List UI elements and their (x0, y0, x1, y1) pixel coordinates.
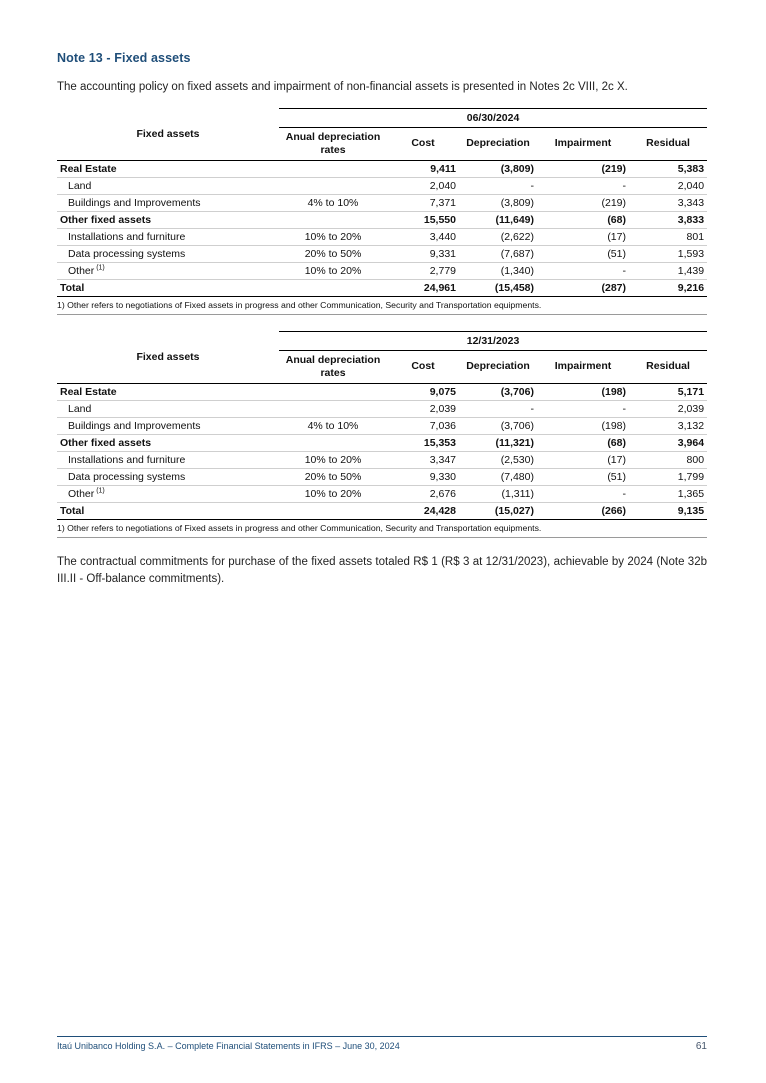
table-row (57, 177, 707, 194)
row-label: Installations and furniture (57, 228, 279, 245)
table-row (57, 228, 707, 245)
residual-cell: 3,132 (629, 418, 707, 435)
row-label: Real Estate (57, 160, 279, 177)
impairment-cell: (198) (537, 418, 629, 435)
row-label: Land (57, 401, 279, 418)
cost-cell: 24,428 (387, 503, 459, 520)
rate-cell (279, 503, 387, 520)
table-row (57, 384, 707, 401)
rate-cell: 10% to 20% (279, 452, 387, 469)
depreciation-cell: (1,340) (459, 262, 537, 279)
impairment-cell: - (537, 177, 629, 194)
depreciation-cell: - (459, 177, 537, 194)
rate-cell (279, 279, 387, 296)
column-header-residual: Residual (629, 127, 707, 160)
row-label: Buildings and Improvements (57, 194, 279, 211)
footnote-ref: (1) (94, 487, 105, 495)
cost-cell: 9,075 (387, 384, 459, 401)
table-section-06-30-2024 (57, 108, 707, 315)
depreciation-cell: (3,809) (459, 160, 537, 177)
cost-cell: 3,347 (387, 452, 459, 469)
depreciation-cell: (7,687) (459, 245, 537, 262)
rate-cell: 20% to 50% (279, 245, 387, 262)
impairment-cell: (287) (537, 279, 629, 296)
cost-cell: 2,779 (387, 262, 459, 279)
cost-cell: 9,411 (387, 160, 459, 177)
table-body (57, 384, 707, 520)
column-header-depreciation: Depreciation (459, 350, 537, 383)
cost-cell: 24,961 (387, 279, 459, 296)
impairment-cell: (219) (537, 194, 629, 211)
depreciation-cell: (2,622) (459, 228, 537, 245)
column-header-residual: Residual (629, 350, 707, 383)
rate-cell: 10% to 20% (279, 262, 387, 279)
rate-cell: 4% to 10% (279, 194, 387, 211)
impairment-cell: (68) (537, 435, 629, 452)
depreciation-cell: (3,706) (459, 418, 537, 435)
residual-cell: 2,040 (629, 177, 707, 194)
table-row (57, 435, 707, 452)
table-row (57, 194, 707, 211)
impairment-cell: (51) (537, 469, 629, 486)
residual-cell: 1,799 (629, 469, 707, 486)
impairment-cell: (17) (537, 452, 629, 469)
residual-cell: 5,383 (629, 160, 707, 177)
impairment-cell: - (537, 401, 629, 418)
depreciation-cell: (15,458) (459, 279, 537, 296)
impairment-cell: (266) (537, 503, 629, 520)
table-row (57, 401, 707, 418)
row-label: Other fixed assets (57, 211, 279, 228)
footnote-ref: (1) (94, 264, 105, 272)
column-header-impairment: Impairment (537, 350, 629, 383)
cost-cell: 9,330 (387, 469, 459, 486)
date-header: 06/30/2024 (279, 108, 707, 127)
page-footer (57, 1036, 707, 1052)
cost-cell: 7,371 (387, 194, 459, 211)
residual-cell: 1,593 (629, 245, 707, 262)
residual-cell: 3,343 (629, 194, 707, 211)
row-label: Other $^{(1)}$ (57, 486, 279, 503)
table-body (57, 160, 707, 296)
table-row (57, 279, 707, 296)
depreciation-cell: (11,321) (459, 435, 537, 452)
rate-cell (279, 401, 387, 418)
residual-cell: 9,135 (629, 503, 707, 520)
row-label: Land (57, 177, 279, 194)
row-label: Data processing systems (57, 245, 279, 262)
residual-cell: 800 (629, 452, 707, 469)
row-label: Other fixed assets (57, 435, 279, 452)
column-header-rates: Anual depreciation rates (279, 127, 387, 160)
closing-paragraph: The contractual commitments for purchase of the fixed assets totaled R$ 1 (R$ 3 at 12/31/2023), achievable by 2024 (Note 32b III.II - Off-balance commitments). (57, 556, 707, 585)
residual-cell: 3,833 (629, 211, 707, 228)
table-row (57, 469, 707, 486)
date-header-row (57, 331, 707, 350)
row-label: Installations and furniture (57, 452, 279, 469)
cost-cell: 2,040 (387, 177, 459, 194)
footer-text: Itaú Unibanco Holding S.A. – Complete Financial Statements in IFRS – June 30, 2024 (57, 1041, 400, 1051)
date-header: 12/31/2023 (279, 331, 707, 350)
impairment-cell: - (537, 262, 629, 279)
row-label: Total (57, 279, 279, 296)
row-label: Data processing systems (57, 469, 279, 486)
page-content (57, 51, 707, 588)
depreciation-cell: (15,027) (459, 503, 537, 520)
row-label: Buildings and Improvements (57, 418, 279, 435)
rate-cell (279, 435, 387, 452)
page-number: 61 (695, 1041, 707, 1052)
depreciation-cell: - (459, 401, 537, 418)
table-row (57, 245, 707, 262)
table-row (57, 211, 707, 228)
cost-cell: 15,353 (387, 435, 459, 452)
residual-cell: 5,171 (629, 384, 707, 401)
table-row (57, 262, 707, 279)
cost-cell: 15,550 (387, 211, 459, 228)
column-header-depreciation: Depreciation (459, 127, 537, 160)
depreciation-cell: (11,649) (459, 211, 537, 228)
column-header-fixed-assets: Fixed assets (57, 331, 279, 383)
cost-cell: 2,676 (387, 486, 459, 503)
impairment-cell: (219) (537, 160, 629, 177)
cost-cell: 2,039 (387, 401, 459, 418)
rate-cell (279, 160, 387, 177)
rate-cell: 4% to 10% (279, 418, 387, 435)
depreciation-cell: (1,311) (459, 486, 537, 503)
intro-paragraph: The accounting policy on fixed assets and impairment of non-financial assets is presented in Notes 2c VIII, 2c X. (57, 81, 628, 93)
depreciation-cell: (3,706) (459, 384, 537, 401)
impairment-cell: (17) (537, 228, 629, 245)
rate-cell: 20% to 50% (279, 469, 387, 486)
rate-cell: 10% to 20% (279, 486, 387, 503)
column-header-cost: Cost (387, 127, 459, 160)
table-row (57, 418, 707, 435)
cost-cell: 7,036 (387, 418, 459, 435)
row-label: Other $^{(1)}$ (57, 262, 279, 279)
column-header-fixed-assets: Fixed assets (57, 108, 279, 160)
fixed-assets-table-2024 (57, 108, 707, 297)
table-row (57, 503, 707, 520)
impairment-cell: (68) (537, 211, 629, 228)
residual-cell: 1,439 (629, 262, 707, 279)
table-section-12-31-2023 (57, 331, 707, 538)
impairment-cell: (198) (537, 384, 629, 401)
note-title: Note 13 - Fixed assets (57, 51, 191, 65)
impairment-cell: - (537, 486, 629, 503)
table-footnote: 1) Other refers to negotiations of Fixed assets in progress and other Communication, Security and Transportation equipments. (57, 297, 707, 315)
residual-cell: 801 (629, 228, 707, 245)
fixed-assets-table-2023 (57, 331, 707, 520)
column-header-rates: Anual depreciation rates (279, 350, 387, 383)
rate-cell (279, 384, 387, 401)
row-label: Total (57, 503, 279, 520)
impairment-cell: (51) (537, 245, 629, 262)
table-footnote: 1) Other refers to negotiations of Fixed assets in progress and other Communication, Security and Transportation equipments. (57, 520, 707, 538)
residual-cell: 2,039 (629, 401, 707, 418)
rate-cell: 10% to 20% (279, 228, 387, 245)
residual-cell: 1,365 (629, 486, 707, 503)
table-row (57, 486, 707, 503)
column-header-cost: Cost (387, 350, 459, 383)
row-label: Real Estate (57, 384, 279, 401)
depreciation-cell: (7,480) (459, 469, 537, 486)
residual-cell: 3,964 (629, 435, 707, 452)
table-row (57, 160, 707, 177)
residual-cell: 9,216 (629, 279, 707, 296)
column-header-impairment: Impairment (537, 127, 629, 160)
date-header-row (57, 108, 707, 127)
rate-cell (279, 211, 387, 228)
cost-cell: 3,440 (387, 228, 459, 245)
cost-cell: 9,331 (387, 245, 459, 262)
rate-cell (279, 177, 387, 194)
depreciation-cell: (2,530) (459, 452, 537, 469)
depreciation-cell: (3,809) (459, 194, 537, 211)
table-row (57, 452, 707, 469)
